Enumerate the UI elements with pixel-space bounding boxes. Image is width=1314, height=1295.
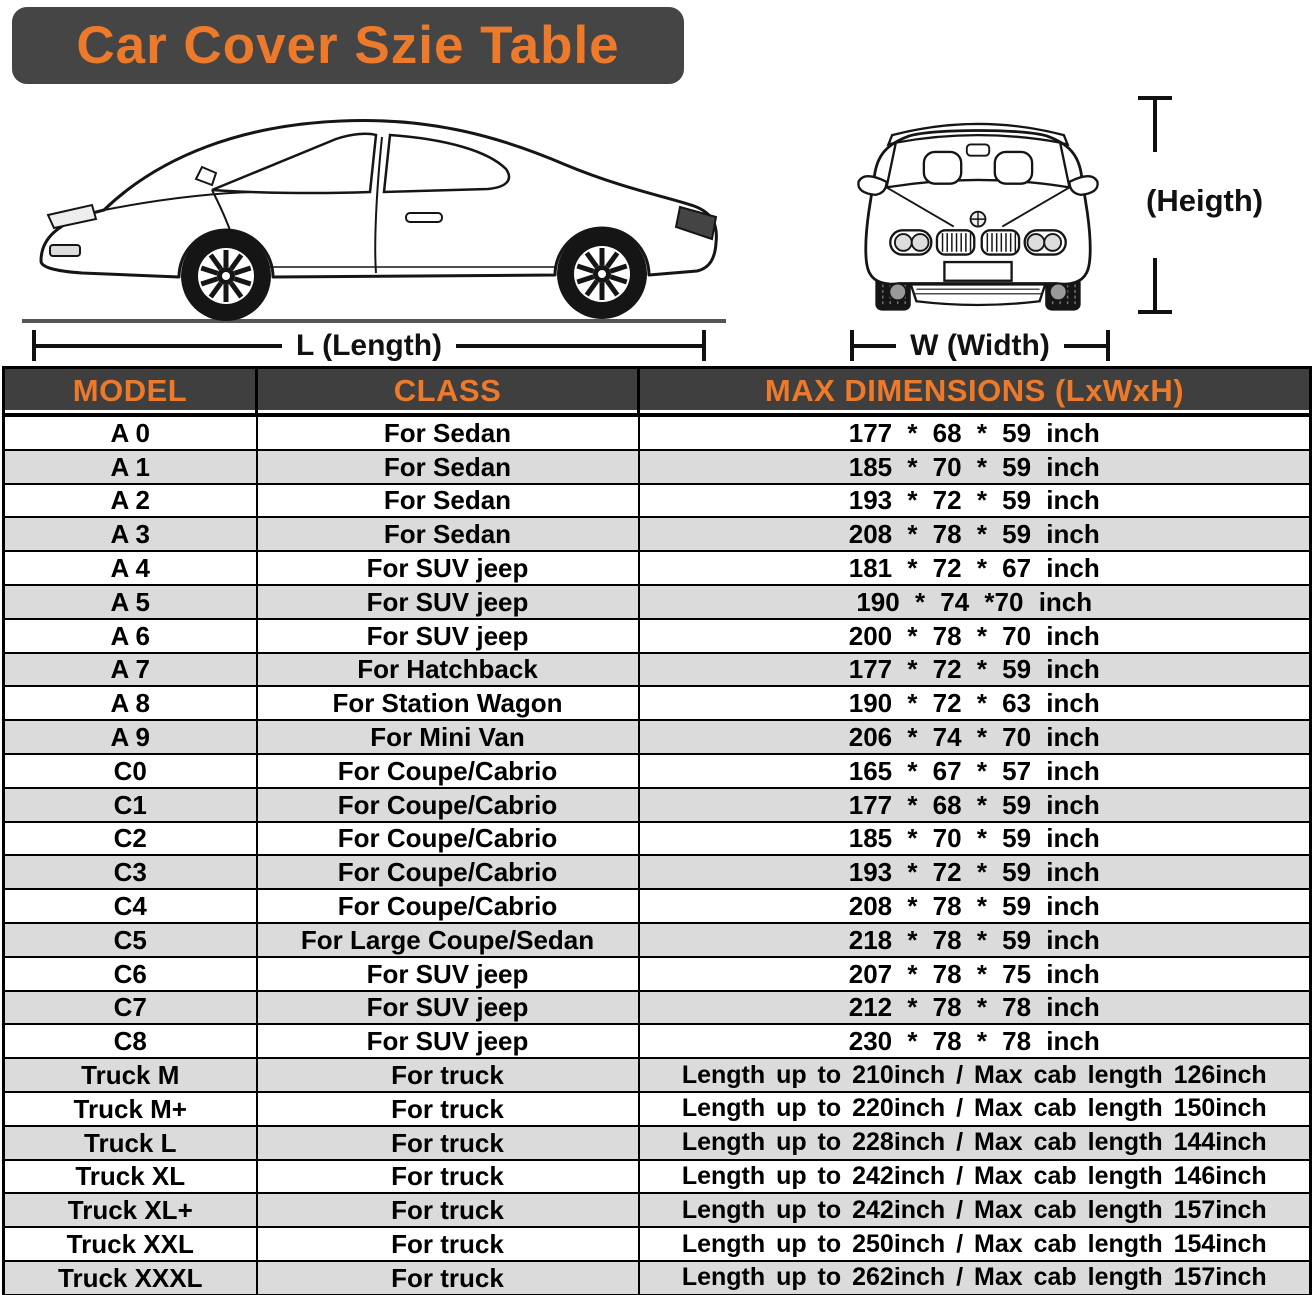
cell-dimensions: 230 * 78 * 78 inch	[639, 1024, 1311, 1058]
cell-dimensions: 165 * 67 * 57 inch	[639, 754, 1311, 788]
side-mirror	[1069, 176, 1097, 195]
cell-model: C0	[4, 754, 257, 788]
table-row	[4, 450, 1311, 484]
cell-model: C2	[4, 822, 257, 856]
cell-model: Truck XL+	[4, 1193, 257, 1227]
table-row	[4, 484, 1311, 518]
cell-dimensions: Length up to 242inch / Max cab length 146inch	[639, 1160, 1311, 1194]
cell-class: For truck	[257, 1126, 639, 1160]
cell-class: For Coupe/Cabrio	[257, 822, 639, 856]
license-plate	[944, 262, 1011, 281]
cell-dimensions: 193 * 72 * 59 inch	[639, 855, 1311, 889]
size-table	[2, 366, 1312, 1295]
cell-dimensions: Length up to 242inch / Max cab length 157inch	[639, 1193, 1311, 1227]
cell-model: C5	[4, 923, 257, 957]
table-row	[4, 855, 1311, 889]
cell-dimensions: 185 * 70 * 59 inch	[639, 822, 1311, 856]
cell-dimensions: 185 * 70 * 59 inch	[639, 450, 1311, 484]
lower-grille	[911, 284, 1045, 305]
cell-dimensions: 212 * 78 * 78 inch	[639, 991, 1311, 1025]
table-row	[4, 653, 1311, 687]
cell-class: For SUV jeep	[257, 957, 639, 991]
cell-class: For Large Coupe/Sedan	[257, 923, 639, 957]
table-row	[4, 1261, 1311, 1295]
cell-model: A 5	[4, 585, 257, 619]
table-row	[4, 686, 1311, 720]
size-table-body	[4, 415, 1311, 1295]
cell-model: A 0	[4, 415, 257, 450]
cell-dimensions: 181 * 72 * 67 inch	[639, 551, 1311, 585]
cell-class: For SUV jeep	[257, 551, 639, 585]
cell-model: A 8	[4, 686, 257, 720]
cell-model: Truck L	[4, 1126, 257, 1160]
cell-model: Truck XL	[4, 1160, 257, 1194]
cell-dimensions: Length up to 228inch / Max cab length 144inch	[639, 1126, 1311, 1160]
cell-dimensions: 208 * 78 * 59 inch	[639, 517, 1311, 551]
table-row	[4, 957, 1311, 991]
title-bar	[12, 7, 684, 84]
cell-model: A 3	[4, 517, 257, 551]
cell-class: For Coupe/Cabrio	[257, 889, 639, 923]
cell-class: For Coupe/Cabrio	[257, 754, 639, 788]
table-row	[4, 1193, 1311, 1227]
cell-class: For SUV jeep	[257, 991, 639, 1025]
table-row	[4, 1058, 1311, 1092]
table-row	[4, 1092, 1311, 1126]
cell-class: For truck	[257, 1058, 639, 1092]
cell-dimensions: 207 * 78 * 75 inch	[639, 957, 1311, 991]
width-label: W (Width)	[910, 328, 1050, 362]
cell-class: For truck	[257, 1193, 639, 1227]
table-row	[4, 720, 1311, 754]
cell-model: A 2	[4, 484, 257, 518]
dimension-line	[854, 344, 896, 348]
cell-model: C6	[4, 957, 257, 991]
cell-dimensions: Length up to 250inch / Max cab length 154inch	[639, 1227, 1311, 1261]
seat-headrest	[924, 152, 961, 184]
rearview-mirror	[967, 144, 989, 155]
table-row	[4, 889, 1311, 923]
door-handle	[406, 213, 442, 222]
table-row	[4, 754, 1311, 788]
cell-dimensions: 190 * 72 * 63 inch	[639, 686, 1311, 720]
column-header-class: CLASS	[257, 368, 639, 416]
table-row	[4, 923, 1311, 957]
rear-wheel	[557, 229, 647, 319]
cell-class: For truck	[257, 1261, 639, 1295]
front-wheel	[181, 231, 271, 321]
fog-light	[1050, 284, 1067, 301]
table-row	[4, 585, 1311, 619]
side-mirror	[858, 176, 886, 195]
cell-class: For SUV jeep	[257, 1024, 639, 1058]
column-header-model: MODEL	[4, 368, 257, 416]
table-row	[4, 415, 1311, 450]
dimension-line	[36, 344, 282, 348]
windshield	[887, 135, 1070, 187]
cell-dimensions: 177 * 68 * 59 inch	[639, 788, 1311, 822]
cell-model: A 6	[4, 619, 257, 653]
cell-model: C3	[4, 855, 257, 889]
fog-light	[889, 284, 906, 301]
cell-model: Truck XXXL	[4, 1261, 257, 1295]
cell-dimensions: Length up to 210inch / Max cab length 126inch	[639, 1058, 1311, 1092]
cell-class: For truck	[257, 1227, 639, 1261]
dimension-tick	[702, 330, 706, 361]
cell-dimensions: 190 * 74 *70 inch	[639, 585, 1311, 619]
table-row	[4, 1126, 1311, 1160]
dimension-line	[1064, 344, 1106, 348]
seat-headrest	[995, 152, 1032, 184]
cell-class: For Sedan	[257, 484, 639, 518]
length-dimension-line	[32, 329, 706, 362]
cell-class: For Mini Van	[257, 720, 639, 754]
cell-class: For Station Wagon	[257, 686, 639, 720]
cell-class: For Sedan	[257, 450, 639, 484]
page-title: Car Cover Szie Table	[76, 16, 620, 75]
table-row	[4, 991, 1311, 1025]
table-row	[4, 551, 1311, 585]
column-header-dimensions: MAX DIMENSIONS (LxWxH)	[639, 368, 1311, 416]
cell-class: For SUV jeep	[257, 585, 639, 619]
table-header-row	[4, 368, 1311, 416]
cell-dimensions: 218 * 78 * 59 inch	[639, 923, 1311, 957]
front-view-car-illustration	[838, 92, 1118, 322]
cell-class: For SUV jeep	[257, 619, 639, 653]
cell-dimensions: 177 * 72 * 59 inch	[639, 653, 1311, 687]
cell-dimensions: Length up to 262inch / Max cab length 157inch	[639, 1261, 1311, 1295]
cell-class: For Sedan	[257, 517, 639, 551]
cell-class: For truck	[257, 1092, 639, 1126]
cell-dimensions: 208 * 78 * 59 inch	[639, 889, 1311, 923]
cell-model: C4	[4, 889, 257, 923]
dimension-tick	[1106, 330, 1110, 361]
dimension-line	[456, 344, 702, 348]
cell-model: Truck XXL	[4, 1227, 257, 1261]
cell-model: C7	[4, 991, 257, 1025]
cell-model: C1	[4, 788, 257, 822]
cell-class: For truck	[257, 1160, 639, 1194]
length-label: L (Length)	[295, 328, 443, 362]
cell-dimensions: 193 * 72 * 59 inch	[639, 484, 1311, 518]
cell-model: C8	[4, 1024, 257, 1058]
side-view-car-illustration	[16, 95, 732, 325]
table-row	[4, 517, 1311, 551]
cell-class: For Hatchback	[257, 653, 639, 687]
cell-class: For Coupe/Cabrio	[257, 855, 639, 889]
table-row	[4, 1227, 1311, 1261]
cell-model: A 7	[4, 653, 257, 687]
cell-dimensions: 206 * 74 * 70 inch	[639, 720, 1311, 754]
table-row	[4, 788, 1311, 822]
height-label: (Heigth)	[1146, 183, 1264, 218]
table-row	[4, 822, 1311, 856]
table-row	[4, 1024, 1311, 1058]
table-row	[4, 619, 1311, 653]
cell-dimensions: Length up to 220inch / Max cab length 150inch	[639, 1092, 1311, 1126]
cell-model: Truck M	[4, 1058, 257, 1092]
cell-dimensions: 200 * 78 * 70 inch	[639, 619, 1311, 653]
cell-class: For Sedan	[257, 415, 639, 450]
cell-class: For Coupe/Cabrio	[257, 788, 639, 822]
cell-model: Truck M+	[4, 1092, 257, 1126]
cell-model: A 9	[4, 720, 257, 754]
cell-dimensions: 177 * 68 * 59 inch	[639, 415, 1311, 450]
width-dimension-line	[850, 329, 1110, 362]
cell-model: A 4	[4, 551, 257, 585]
table-row	[4, 1160, 1311, 1194]
cell-model: A 1	[4, 450, 257, 484]
